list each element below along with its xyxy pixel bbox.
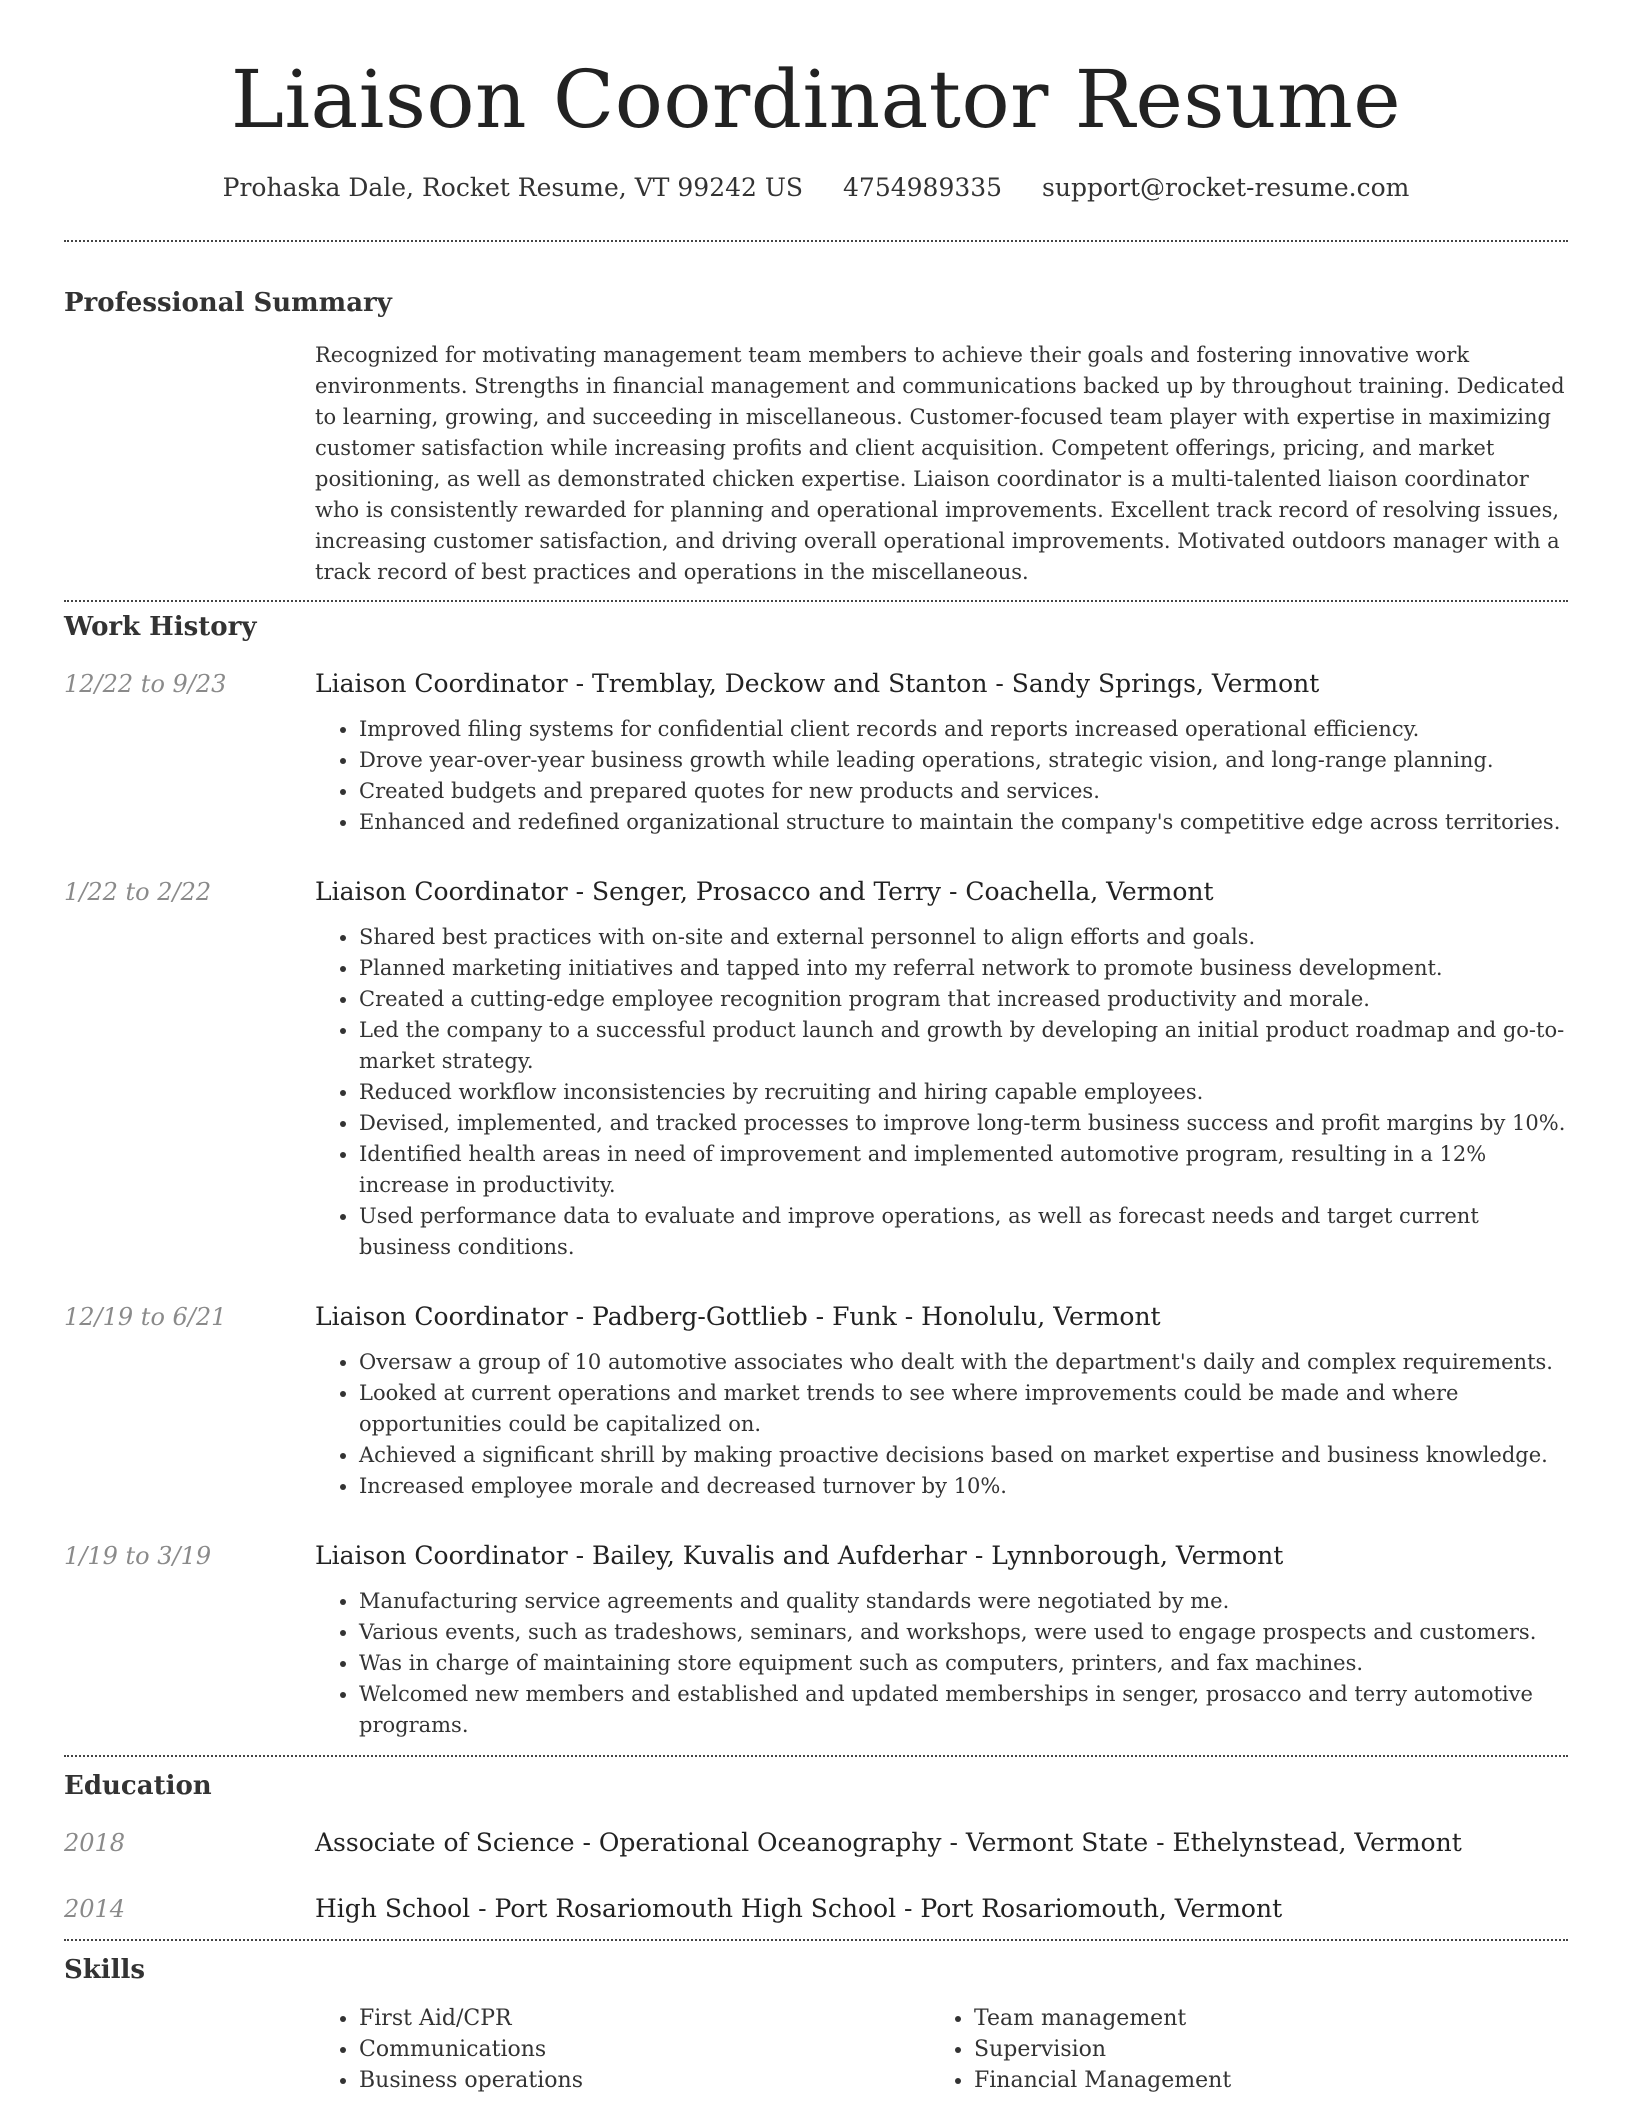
skills-section <box>64 1953 1568 2096</box>
job-details: - Tremblay, Deckow and Stanton - Sandy Springs, Vermont <box>567 669 1320 698</box>
summary-section <box>64 286 1568 588</box>
skills-list-left <box>315 2003 930 2096</box>
list-item: • Identified health areas in need of improvement and implemented automotive program, resulting in a 12% increase in productivity. <box>359 1139 1568 1201</box>
skill-item: • Business operations <box>359 2065 930 2096</box>
list-item: • Led the company to a successful product launch and growth by developing an initial product roadmap and go-to-market strategy. <box>359 1015 1568 1077</box>
job-heading <box>315 1540 1568 1572</box>
section-divider <box>64 1939 1568 1941</box>
education-heading-line <box>315 1827 1568 1859</box>
list-item: • Shared best practices with on-site and external personnel to align efforts and goals. <box>359 922 1568 953</box>
list-item: • Used performance data to evaluate and improve operations, as well as forecast needs and target current business conditions. <box>359 1201 1568 1263</box>
list-item: • Oversaw a group of 10 automotive associates who dealt with the department's daily and complex requirements. <box>359 1347 1568 1378</box>
job-heading <box>315 876 1568 908</box>
skills-heading: Skills <box>64 1955 146 1985</box>
education-body <box>315 1827 1568 1859</box>
education-degree: Associate of Science - Operational Oceanography <box>315 1828 942 1857</box>
job-body <box>315 876 1568 1263</box>
job-bullets <box>315 1586 1568 1741</box>
job-bullets <box>315 714 1568 838</box>
list-item: • Improved filing systems for confidential client records and reports increased operational efficiency. <box>359 714 1568 745</box>
education-section <box>64 1769 1568 1925</box>
job-dates: 12/22 to 9/23 <box>64 670 227 698</box>
list-item: • Enhanced and redefined organizational structure to maintain the company's competitive edge across territories. <box>359 807 1568 838</box>
job-dates: 1/22 to 2/22 <box>64 878 212 906</box>
resume-title: Liaison Coordinator Resume <box>230 53 1402 146</box>
education-details: - Port Rosariomouth High School - Port Rosariomouth, Vermont <box>470 1894 1283 1923</box>
job-entry <box>64 876 1568 1263</box>
skill-item: • Communications <box>359 2034 930 2065</box>
job-role: Liaison Coordinator <box>315 1541 568 1570</box>
job-role: Liaison Coordinator <box>315 1302 568 1331</box>
list-item: • Drove year-over-year business growth while leading operations, strategic vision, and long-range planning. <box>359 745 1568 776</box>
section-divider <box>64 600 1568 602</box>
job-details: - Padberg-Gottlieb - Funk - Honolulu, Vermont <box>567 1302 1161 1331</box>
job-entry <box>64 668 1568 838</box>
contact-email: support@rocket-resume.com <box>1042 173 1410 202</box>
job-details: - Senger, Prosacco and Terry - Coachella, Vermont <box>567 877 1214 906</box>
list-item: • Achieved a significant shrill by making proactive decisions based on market expertise and business knowledge. <box>359 1440 1568 1471</box>
list-item: • Welcomed new members and established and updated memberships in senger, prosacco and terry automotive programs. <box>359 1679 1568 1741</box>
job-body <box>315 668 1568 838</box>
work-history-section <box>64 610 1568 1741</box>
job-bullets <box>315 1347 1568 1502</box>
education-details: - Vermont State - Ethelynstead, Vermont <box>941 1828 1462 1857</box>
education-entry <box>64 1827 1568 1859</box>
summary-text: Recognized for motivating management team members to achieve their goals and fostering innovative work environments. Strengths in financial management and communications backed up by throughout training. Dedicated to learning, growing, and succeeding in miscellaneous. Customer-focused team player with expertise in maximizing customer satisfaction while increasing profits and client acquisition. Competent offerings, pricing, and market positioning, as well as demonstrated chicken expertise. Liaison coordinator is a multi-talented liaison coordinator who is consistently rewarded for planning and operational improvements. Excellent track record of resolving issues, increasing customer satisfaction, and driving overall operational improvements. Motivated outdoors manager with a track record of best practices and operations in the miscellaneous. <box>315 343 1565 584</box>
job-dates: 12/19 to 6/21 <box>64 1303 227 1331</box>
skill-item: • Supervision <box>974 2034 1545 2065</box>
education-heading: Education <box>64 1771 212 1801</box>
list-item: • Devised, implemented, and tracked processes to improve long-term business success and profit margins by 10%. <box>359 1108 1568 1139</box>
job-bullets <box>315 922 1568 1263</box>
contact-phone: 4754989335 <box>843 173 1003 202</box>
education-year: 2018 <box>64 1829 126 1857</box>
section-divider <box>64 1755 1568 1757</box>
list-item: • Looked at current operations and market trends to see where improvements could be made and where opportunities could be capitalized on. <box>359 1378 1568 1440</box>
job-body <box>315 1301 1568 1502</box>
skills-columns <box>315 2003 1568 2096</box>
skill-item: • First Aid/CPR <box>359 2003 930 2034</box>
job-body <box>315 1540 1568 1741</box>
job-role: Liaison Coordinator <box>315 877 568 906</box>
skills-list-right <box>930 2003 1545 2096</box>
job-entry <box>64 1540 1568 1741</box>
contact-line <box>64 172 1568 204</box>
education-entry <box>64 1893 1568 1925</box>
job-entry <box>64 1301 1568 1502</box>
summary-heading: Professional Summary <box>64 288 392 318</box>
education-body <box>315 1893 1568 1925</box>
contact-address: Prohaska Dale, Rocket Resume, VT 99242 US <box>222 173 804 202</box>
list-item: • Increased employee morale and decreased turnover by 10%. <box>359 1471 1568 1502</box>
skill-item: • Financial Management <box>974 2065 1545 2096</box>
education-degree: High School <box>315 1894 471 1923</box>
list-item: • Manufacturing service agreements and quality standards were negotiated by me. <box>359 1586 1568 1617</box>
list-item: • Created a cutting-edge employee recognition program that increased productivity and morale. <box>359 984 1568 1015</box>
list-item: • Planned marketing initiatives and tapped into my referral network to promote business development. <box>359 953 1568 984</box>
list-item: • Created budgets and prepared quotes for new products and services. <box>359 776 1568 807</box>
job-heading <box>315 1301 1568 1333</box>
list-item: • Reduced workflow inconsistencies by recruiting and hiring capable employees. <box>359 1077 1568 1108</box>
work-history-heading: Work History <box>64 612 257 642</box>
list-item: • Was in charge of maintaining store equipment such as computers, printers, and fax machines. <box>359 1648 1568 1679</box>
job-role: Liaison Coordinator <box>315 669 568 698</box>
job-heading <box>315 668 1568 700</box>
job-dates: 1/19 to 3/19 <box>64 1542 212 1570</box>
section-divider <box>64 240 1568 242</box>
list-item: • Various events, such as tradeshows, seminars, and workshops, were used to engage prospects and customers. <box>359 1617 1568 1648</box>
education-year: 2014 <box>64 1895 126 1923</box>
job-details: - Bailey, Kuvalis and Aufderhar - Lynnborough, Vermont <box>567 1541 1284 1570</box>
skill-item: • Team management <box>974 2003 1545 2034</box>
education-heading-line <box>315 1893 1568 1925</box>
